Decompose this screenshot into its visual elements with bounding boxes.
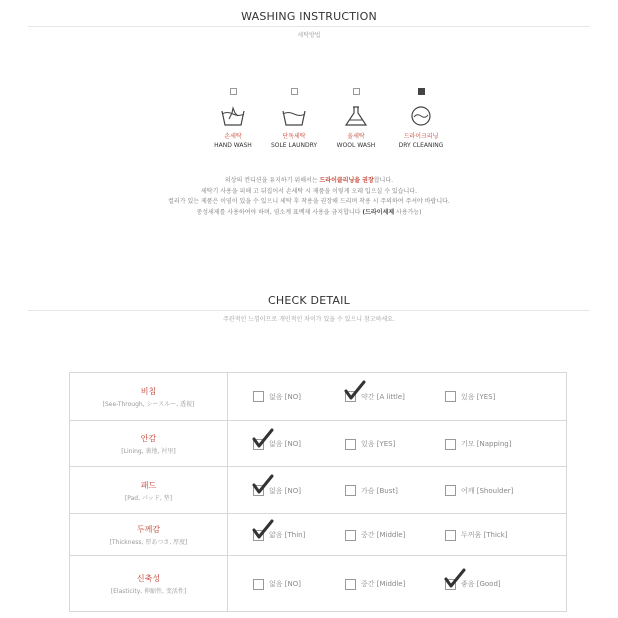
option[interactable]: 어깨 [Shoulder] [445,467,513,514]
wash-label-en: DRY CLEANING [398,142,444,149]
option[interactable]: 있음 [YES] [345,421,395,467]
dry-clean-icon [408,105,434,127]
note-line-2: 세탁기 사용을 피해 고 뒤집어서 손세탁 시 제품을 이렇게 오래 입으실 수 있습니다. [200,187,418,195]
note-line-3: 컬러가 있는 제품은 이염이 있을 수 있으니 세탁 후 착용을 권장해 드리며 착용 시 주의하여 주셔야 바랍니다. [168,198,450,205]
option[interactable]: 두꺼움 [Thick] [445,514,508,556]
row-label-sub: [Thickness, 厚あつさ, 厚度] [109,539,188,546]
checkmark-icon [344,380,366,402]
row-label: 패드 [140,480,157,490]
row-label: 신축성 [136,574,161,583]
option-checked[interactable]: 약간 [A little] [345,373,405,420]
checkbox[interactable] [445,530,456,541]
checkbox[interactable] [445,485,456,496]
row-label-sub: [Lining, 裏地, 衬里] [121,448,176,455]
option-checked[interactable]: 없음 [NO] [253,421,301,467]
check-detail-table [69,372,567,612]
option[interactable]: 가슴 [Bust] [345,467,398,514]
note-line-4: 중성세제를 사용하여야 하며, 염소계 표백제 사용을 금지합니다 (드라이세제 사용가능) [196,208,422,216]
row-label-sub: [Elasticity, 伸縮性, 变活性] [110,588,187,595]
row-label-cell [70,373,228,420]
checkmark-icon [252,428,274,450]
table-row [70,420,566,467]
wash-label-en: HAND WASH [214,142,252,149]
row-label-cell [70,467,228,514]
note-line-1: 의상의 컨디션을 유지하기 위해서는 드라이클리닝을 권장합니다. [224,177,394,184]
wash-selector-box [291,88,298,95]
checkbox[interactable] [445,391,456,402]
option[interactable]: 중간 [Middle] [345,556,405,612]
washing-title: WASHING INSTRUCTION [241,10,377,23]
flask-wash-icon [343,105,369,127]
row-label-cell [70,421,228,467]
option[interactable]: 기모 [Napping] [445,421,511,467]
option[interactable]: 없음 [NO] [253,373,301,420]
wash-label-en: SOLE LAUNDRY [270,142,318,149]
table-row [70,555,566,612]
washing-notes [0,176,618,218]
checkbox[interactable] [253,391,264,402]
row-label: 비침 [140,386,157,396]
checkbox[interactable] [345,579,356,590]
row-label: 안감 [140,434,157,443]
wash-label-ko: 단독세탁 [282,133,306,140]
checkbox-checked[interactable] [253,485,264,496]
wash-option-dry-cleaning [381,88,461,149]
option-checked[interactable]: 얇음 [Thin] [253,514,305,556]
checkbox-checked[interactable] [445,579,456,590]
wash-label-en: WOOL WASH [336,142,376,149]
note-bold: (드라이세제 [362,208,395,216]
checkbox[interactable] [253,579,264,590]
option[interactable]: 있음 [YES] [445,373,495,420]
wash-selector-box [353,88,360,95]
wash-label-ko: 드라이크리닝 [403,133,439,140]
checkmark-icon [252,519,274,541]
checkbox-checked[interactable] [345,391,356,402]
row-label-cell [70,514,228,556]
washing-subtitle: 세탁방법 [297,32,321,39]
washing-icons [0,88,618,158]
wash-label-ko: 손세탁 [224,133,242,140]
checkbox-checked[interactable] [253,530,264,541]
check-title: CHECK DETAIL [268,294,350,307]
option[interactable]: 중간 [Middle] [345,514,405,556]
check-title-divider [28,310,590,311]
checkbox[interactable] [445,439,456,450]
option-checked[interactable]: 없음 [NO] [253,467,301,514]
check-subtitle: 주관적인 느낌이므로 개인적인 차이가 있을 수 있으니 참고하세요. [223,316,395,323]
table-row [70,373,566,420]
checkbox[interactable] [345,439,356,450]
wash-selector-box [230,88,237,95]
checkmark-icon [252,474,274,496]
option[interactable]: 없음 [NO] [253,556,301,612]
row-label-sub: [Pad, パッド, 垫] [124,494,173,502]
checkbox[interactable] [345,530,356,541]
checkbox[interactable] [345,485,356,496]
checkmark-icon [444,568,466,590]
row-label-cell [70,556,228,612]
tub-wash-icon [281,105,307,127]
option-checked[interactable]: 좋음 [Good] [445,556,501,612]
table-row [70,466,566,514]
note-highlight: 드라이클리닝을 권장 [319,177,374,184]
row-label: 두께감 [136,525,161,534]
row-label-sub: [See-Through, シースルー, 透视] [102,400,195,408]
wash-label-ko: 울세탁 [347,133,365,140]
wash-selector-box-selected [418,88,425,95]
table-row [70,513,566,556]
washing-title-divider [28,26,590,27]
hand-wash-icon [220,105,246,127]
checkbox-checked[interactable] [253,439,264,450]
